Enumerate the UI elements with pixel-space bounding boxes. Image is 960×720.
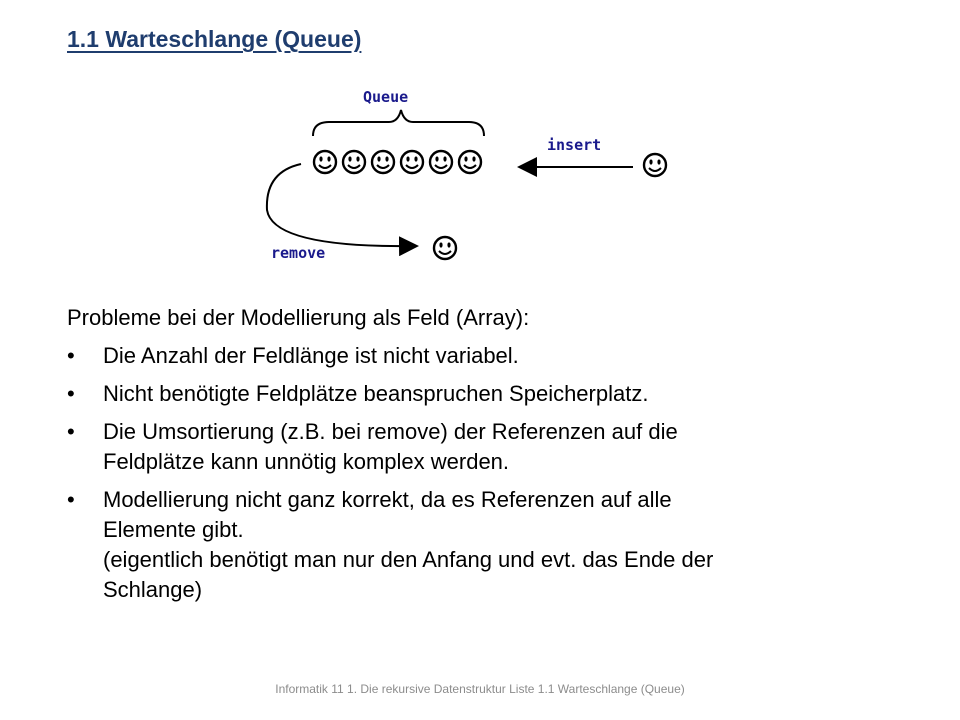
intro-text: Probleme bei der Modellierung als Feld (Array): — [67, 305, 530, 330]
bullet-item — [67, 485, 897, 605]
bullet-list — [67, 341, 897, 605]
bullet-line: Die Anzahl der Feldlänge ist nicht variabel. — [103, 343, 519, 368]
slide-footer: Informatik 11 1. Die rekursive Datenstruktur Liste 1.1 Warteschlange (Queue) — [275, 682, 685, 696]
bullet-marker: • — [67, 381, 75, 406]
remove-arrow — [267, 164, 415, 246]
bullet-line: Nicht benötigte Feldplätze beanspruchen Speicherplatz. — [103, 381, 649, 406]
removed-element-icon — [434, 237, 456, 259]
bullet-line: Schlange) — [103, 577, 203, 602]
bullet-line: Feldplätze kann unnötig komplex werden. — [103, 449, 510, 474]
slide-body — [67, 303, 897, 613]
bullet-item — [67, 379, 897, 409]
queue-element-icon — [372, 151, 394, 173]
bullet-line: (eigentlich benötigt man nur den Anfang und evt. das Ende der — [103, 547, 714, 572]
bullet-marker: • — [67, 419, 75, 444]
bullet-marker: • — [67, 343, 75, 368]
queue-brace — [313, 110, 484, 136]
queue-label: Queue — [363, 88, 409, 106]
queue-element-icon — [343, 151, 365, 173]
incoming-element-icon — [644, 154, 666, 176]
bullet-item — [67, 417, 897, 477]
bullet-line: Die Umsortierung (z.B. bei remove) der Referenzen auf die — [103, 419, 678, 444]
slide-title: 1.1 Warteschlange (Queue) — [67, 26, 362, 52]
queue-diagram-graphic — [255, 80, 685, 270]
bullet-item — [67, 341, 897, 371]
queue-element-icon — [314, 151, 336, 173]
queue-diagram — [255, 80, 685, 270]
bullet-line: Modellierung nicht ganz korrekt, da es Referenzen auf alle — [103, 487, 672, 512]
queue-element-icon — [459, 151, 481, 173]
bullet-line: Elemente gibt. — [103, 517, 244, 542]
remove-label: remove — [271, 244, 326, 262]
insert-label: insert — [547, 136, 602, 154]
bullet-marker: • — [67, 487, 75, 512]
queue-element-icon — [401, 151, 423, 173]
queue-element-icon — [430, 151, 452, 173]
